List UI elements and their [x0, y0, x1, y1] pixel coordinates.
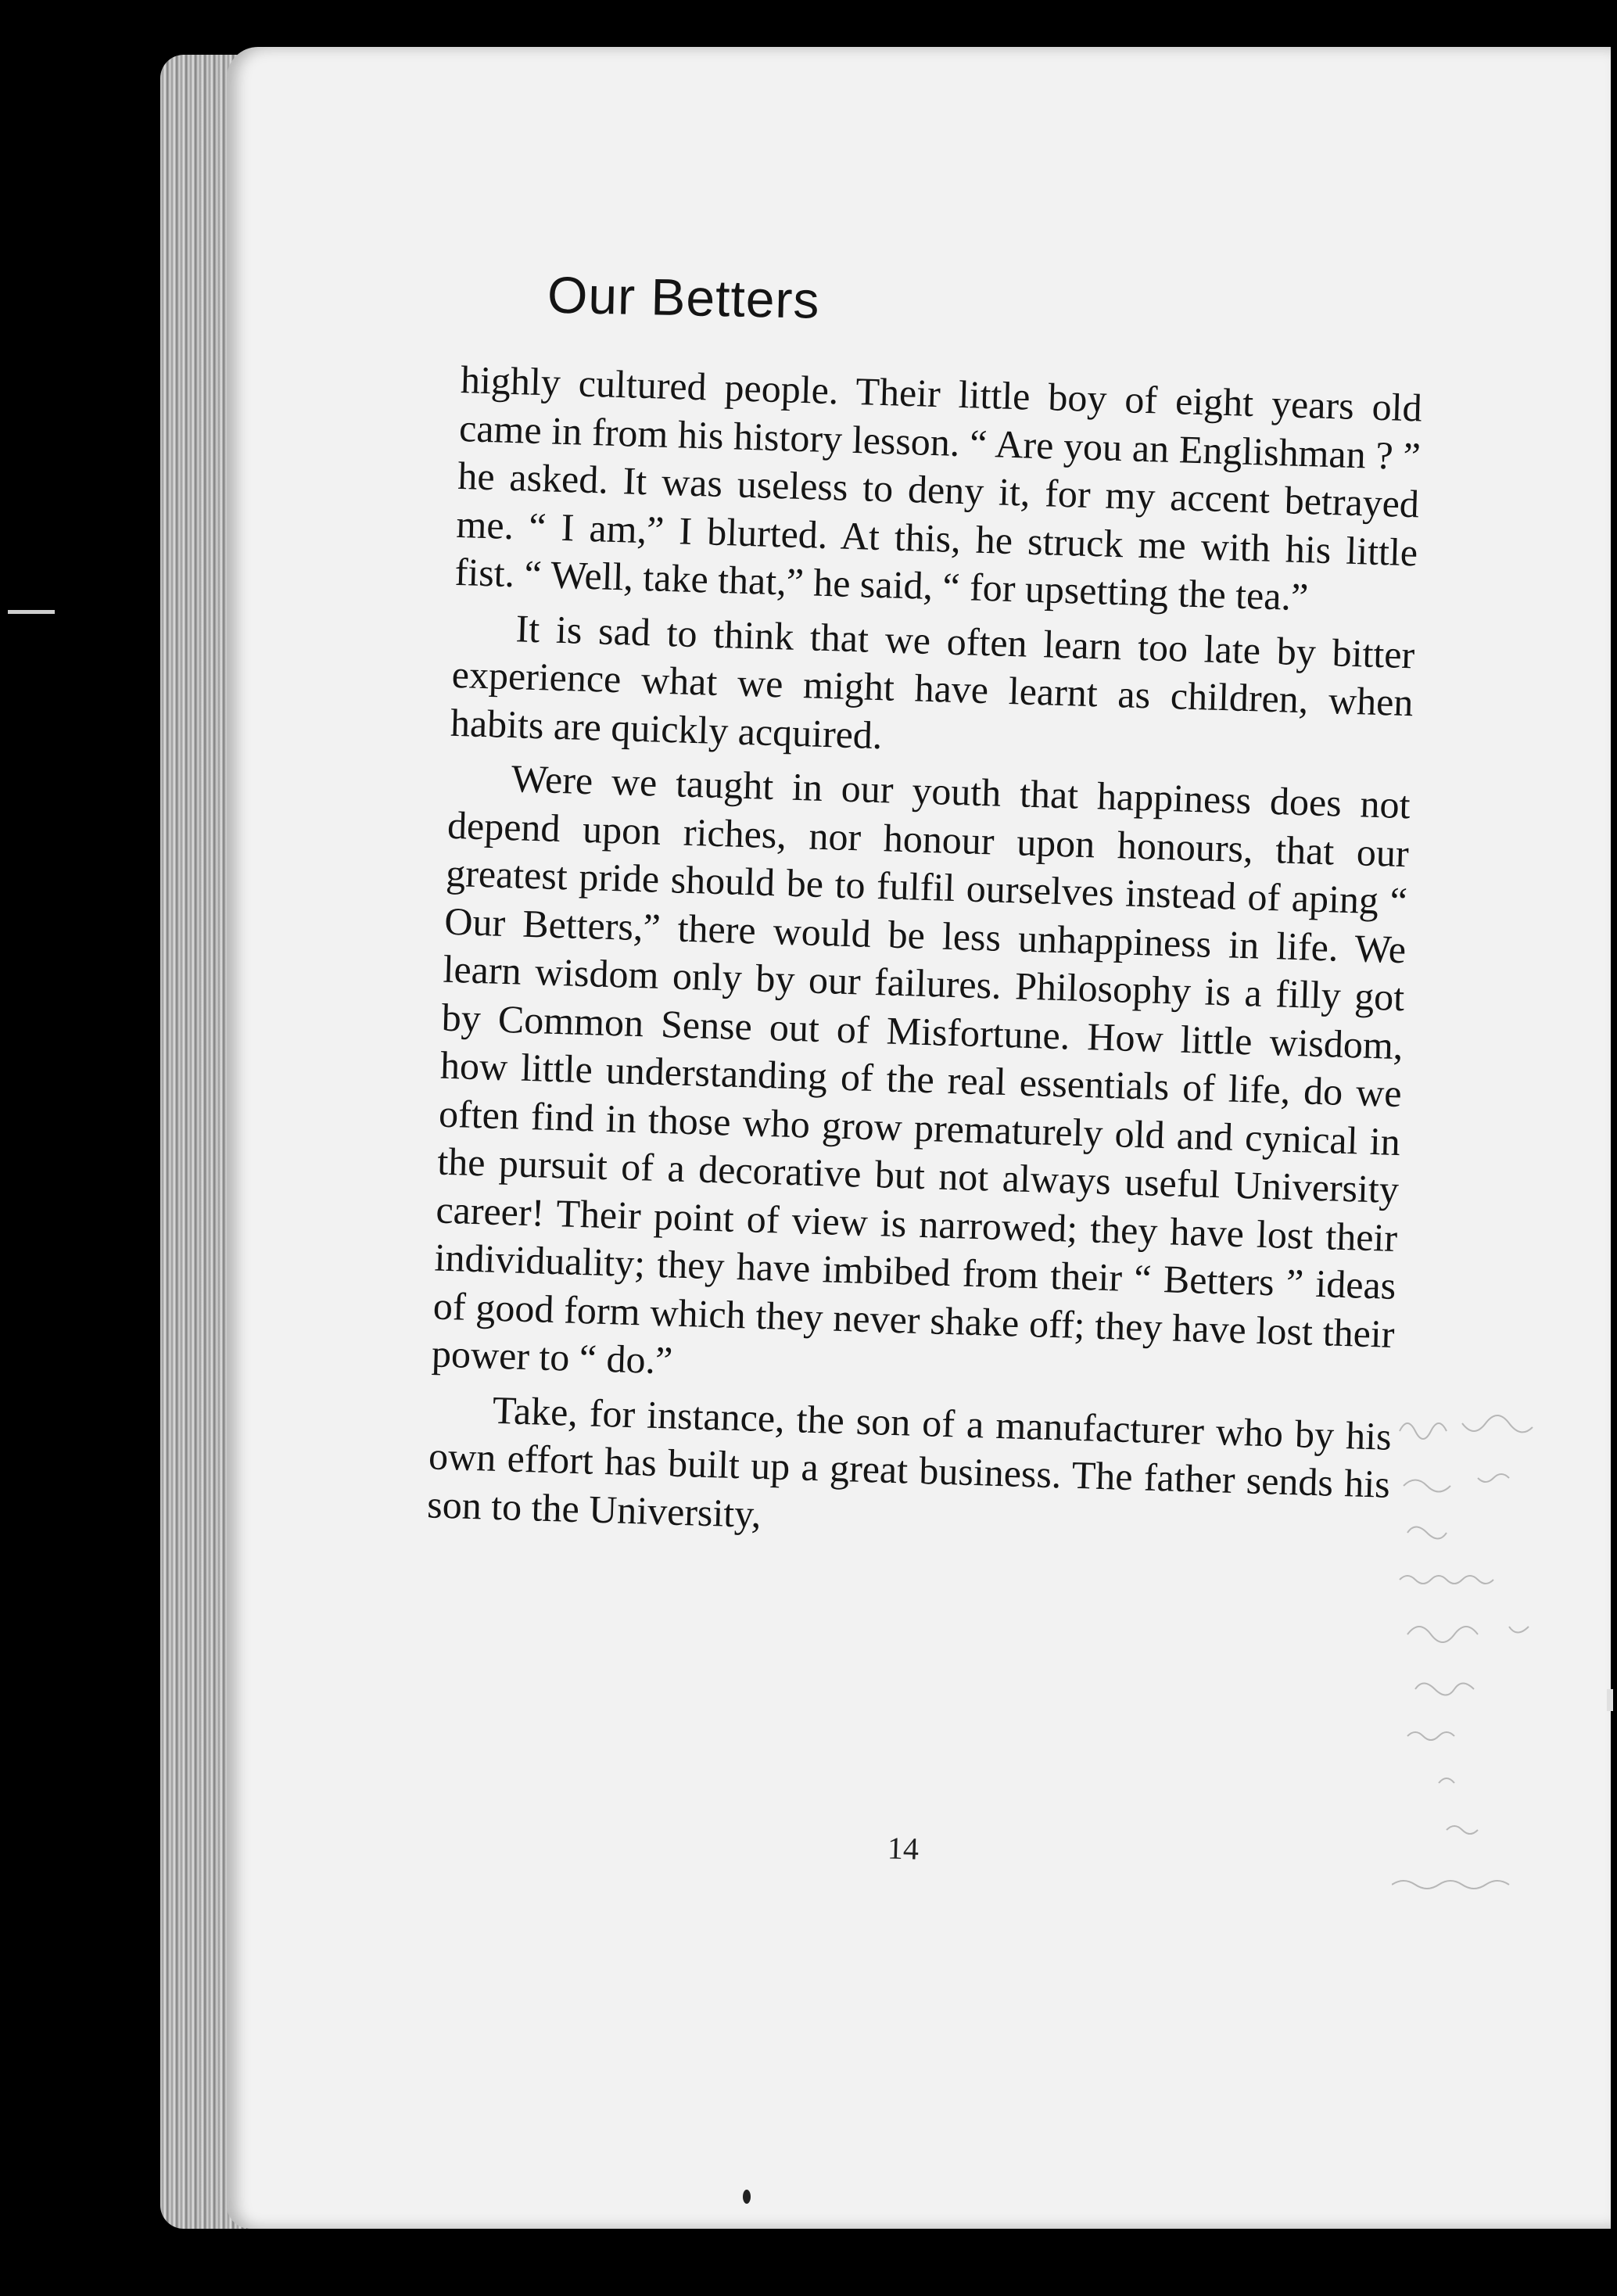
running-title: Our Betters	[547, 265, 821, 329]
paragraph-1: highly cultured people. Their little boy of eight years old came in from his history lesson. “ Are you an Englishman ? ” he asked. It was useless to deny it, for my accent betrayed me. “ I am,” I blurted. At this, he struck me with his little fist. “ Well, take that,” he said, “ for upsetting the tea.”	[454, 357, 1423, 619]
scan-edge-mark	[8, 610, 55, 614]
handwriting-scribble-icon	[1392, 1408, 1572, 1908]
paragraph-4: Take, for instance, the son of a manufacturer who by his own effort has built up a great business. The father sends his son to the University,	[426, 1387, 1393, 1536]
body-text	[427, 356, 1423, 1557]
handwritten-margin-notes	[1392, 1408, 1572, 1908]
paragraph-2: It is sad to think that we often learn too late by bitter experience what we might have learnt as children, when habits are quickly acquired.	[450, 605, 1416, 757]
edge-speck	[1607, 1689, 1613, 1711]
page-number: 14	[887, 1830, 920, 1867]
ink-speck	[743, 2190, 751, 2204]
paragraph-3: Were we taught in our youth that happiness does not depend upon riches, nor honour upon honours, that our greatest pride should be to fulfil ourselves instead of aping “ Our Betters,” there would be less unhappiness in life. We learn wisdom only by our failures. Philosophy is a filly got by Common Sense out of Misfortune. How little wisdom, how little understanding of the real essentials of life, do we often find in those who grow prematurely old and cynical in the pursuit of a decorative but not always useful University career! Their point of view is narrowed; they have lost their individuality; they have imbibed from their “ Betters ” ideas of good form which they never shake off; they have lost their power to “ do.”	[431, 756, 1411, 1383]
